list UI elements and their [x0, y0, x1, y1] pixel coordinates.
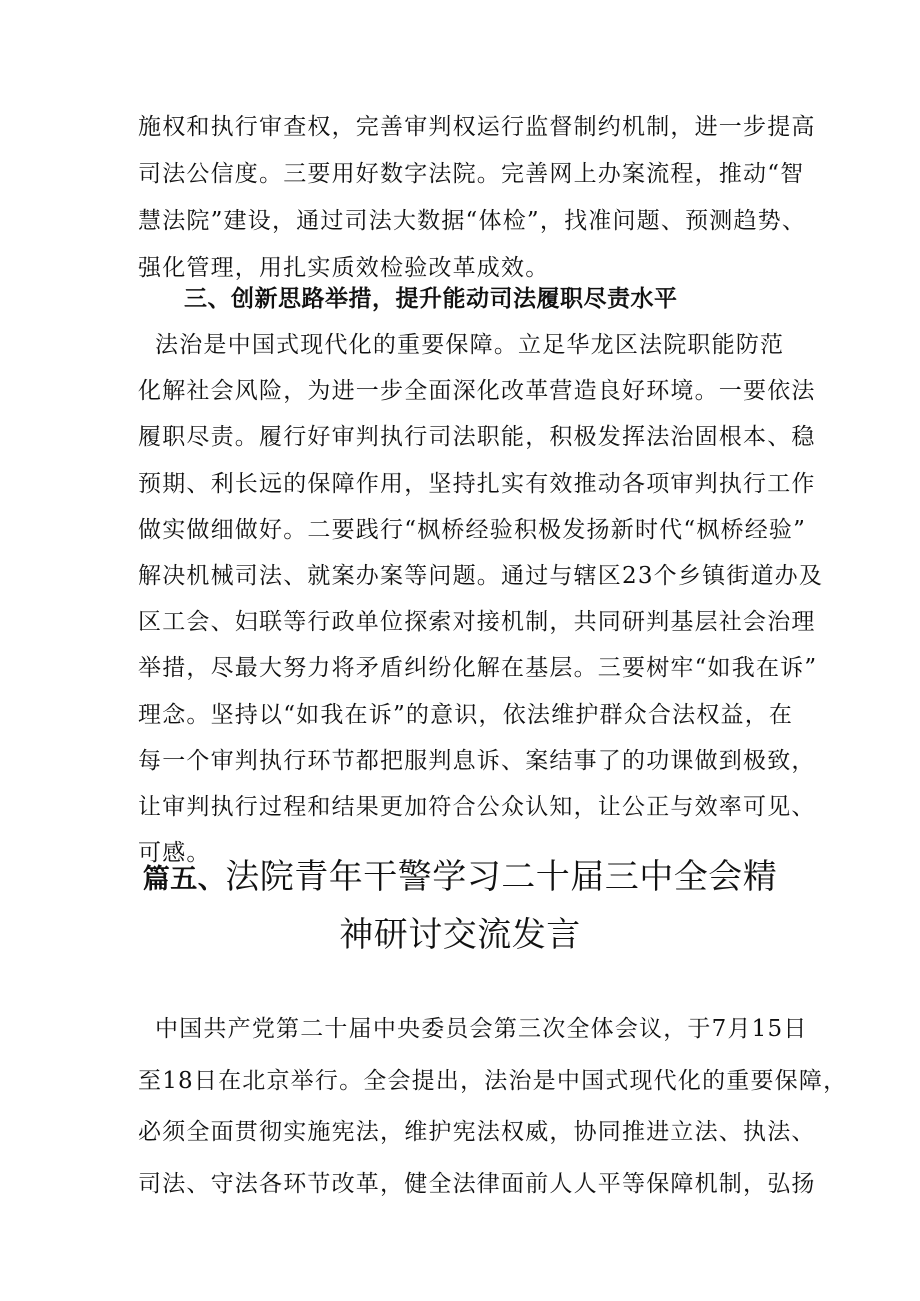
- text-line: 每一个审判执行环节都把服判息诉、案结事了的功课做到极致，: [138, 747, 816, 774]
- text-line: 解决机械司法、就案办案等问题。通过与辖区23个乡镇街道办及: [138, 562, 824, 589]
- section-heading: 三、创新思路举措，提升能动司法履职尽责水平: [184, 286, 678, 312]
- text-line: 慧法院”建设，通过司法大数据“体检”，找准问题、预测趋势、: [138, 208, 807, 234]
- article-title-line-1: [0, 848, 920, 906]
- text-line: 履职尽责。履行好审判执行司法职能，积极发挥法治固根本、稳: [138, 424, 816, 451]
- text-line: 必须全面贯彻实施宪法，维护宪法权威，协同推进立法、执法、: [138, 1119, 816, 1145]
- text-line: 法治是中国式现代化的重要保障。立足华龙区法院职能防范: [138, 332, 785, 358]
- text-line: 区工会、妇联等行政单位探索对接机制，共同研判基层社会治理: [138, 609, 816, 636]
- paragraph-third-plenum: [138, 1004, 848, 1210]
- text-line: 司法、守法各环节改革，健全法律面前人人平等保障机制，弘扬: [138, 1170, 816, 1197]
- text-line: 中国共产党第二十届中央委员会第三次全体会议，于7月15日: [138, 1016, 808, 1042]
- article-title-prefix: 篇五、: [142, 864, 226, 895]
- text-line: 做实做细做好。二要践行“枫桥经验积极发扬新时代“枫桥经验”: [138, 516, 807, 543]
- article-title-text: 法院青年干警学习二十届三中全会精: [225, 857, 778, 897]
- text-line: 可感。: [138, 840, 211, 867]
- text-line: 理念。坚持以“如我在诉”的意识，依法维护群众合法权益，在: [138, 701, 794, 728]
- text-line: 强化管理，用扎实质效检验改革成效。: [138, 255, 550, 281]
- text-line: 至18日在北京举行。全会提出，法治是中国式现代化的重要保障，: [138, 1067, 848, 1094]
- text-line: 举措，尽最大努力将矛盾纠纷化解在基层。三要树牢“如我在诉”: [138, 655, 818, 682]
- paragraph-rule-of-law: [138, 322, 824, 876]
- text-line: 司法公信度。三要用好数字法院。完善网上办案流程，推动“智: [138, 161, 805, 187]
- article-title: [0, 848, 920, 964]
- text-line: 施权和执行审查权，完善审判权运行监督制约机制，进一步提高: [138, 114, 816, 140]
- text-line: 预期、利长远的保障作用，坚持扎实有效推动各项审判执行工作: [138, 470, 816, 497]
- paragraph-digital-court: [138, 104, 816, 292]
- article-title-line-2: 神研讨交流发言: [339, 915, 581, 955]
- text-line: 让审判执行过程和结果更加符合公众认知，让公正与效率可见、: [138, 793, 816, 820]
- text-line: 化解社会风险，为进一步全面深化改革营造良好环境。一要依法: [138, 378, 816, 405]
